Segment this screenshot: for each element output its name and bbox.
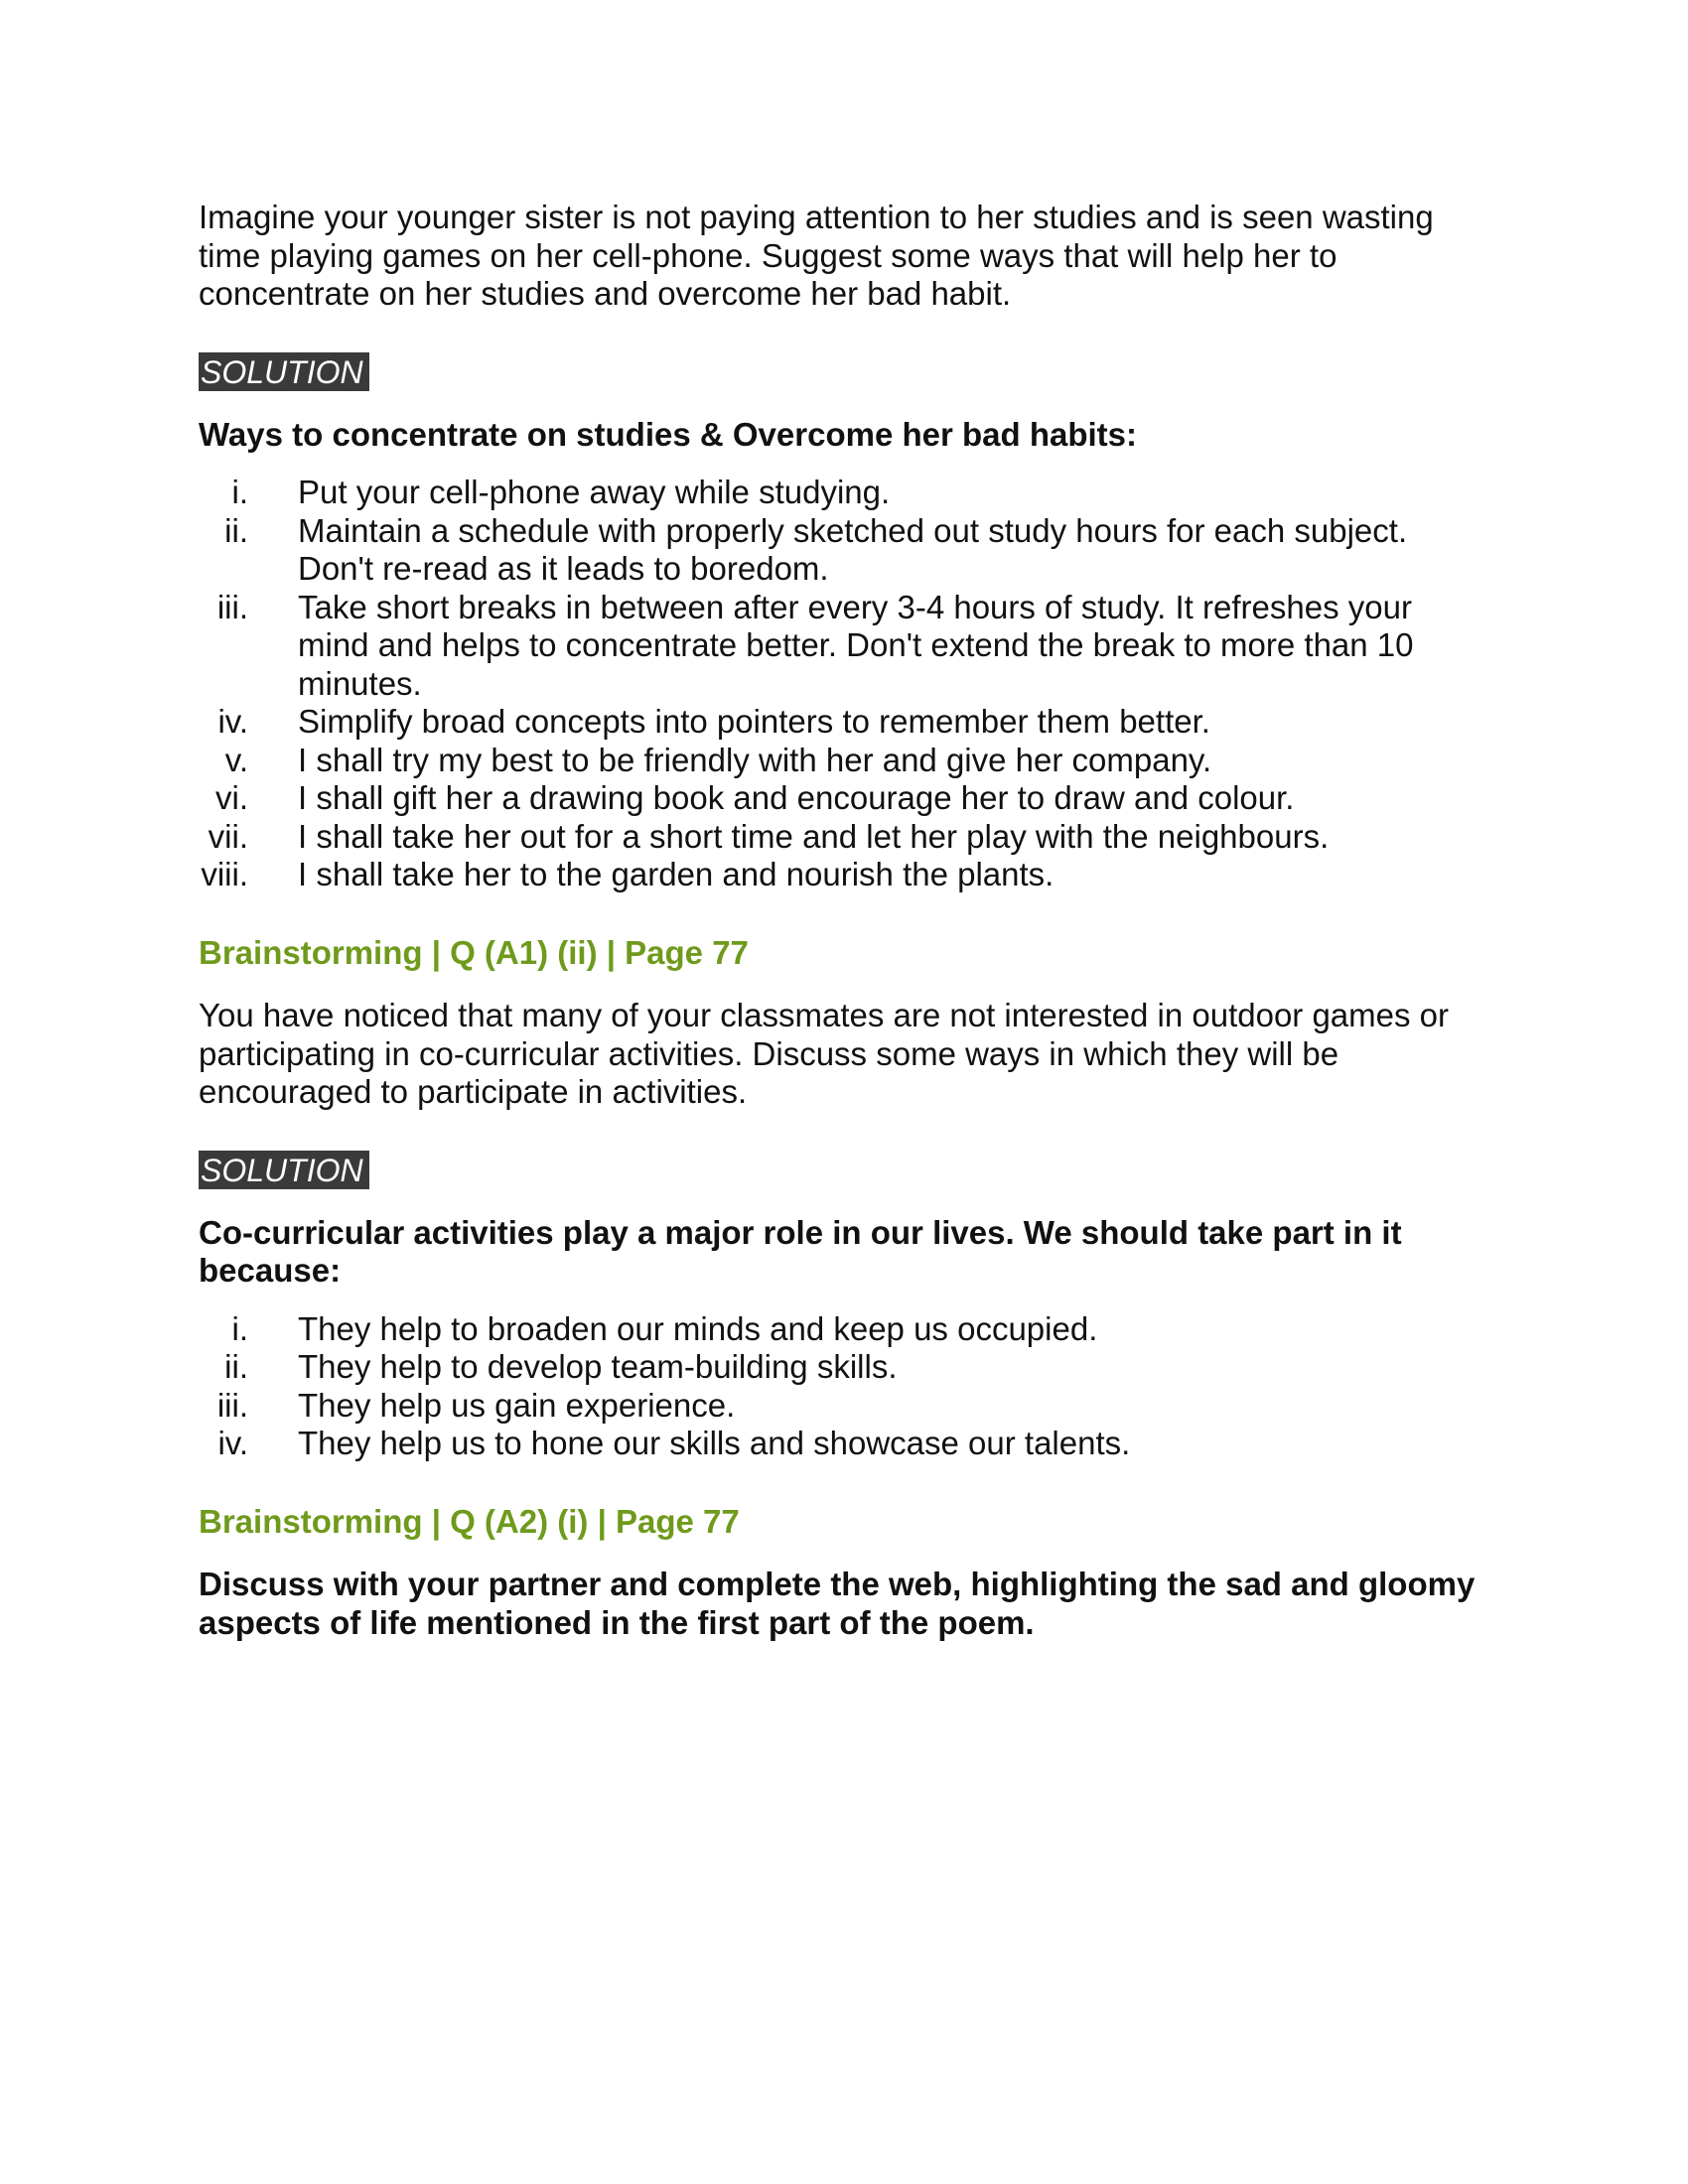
list-item-text: I shall gift her a drawing book and encourage her to draw and colour. — [298, 779, 1295, 816]
list-item-number: iii. — [216, 1386, 248, 1424]
list-item — [199, 1348, 1430, 1387]
q2-question: You have noticed that many of your classmates are not interested in outdoor games or participating in co-curricular activities. Discuss some ways in which they will be encouraged to participate in activities. — [199, 997, 1450, 1110]
document-page — [199, 199, 1509, 1642]
list-item-number: ii. — [224, 1348, 248, 1385]
q2-solution-label-wrap — [199, 1151, 1509, 1194]
list-item — [199, 589, 1430, 704]
q2-list — [199, 1310, 1430, 1463]
list-item — [199, 856, 1430, 894]
list-item-number: iv. — [217, 703, 248, 740]
list-item — [199, 779, 1430, 818]
list-item — [199, 512, 1430, 589]
list-item-text: Maintain a schedule with properly sketched out study hours for each subject. Don't re-read as it leads to boredom. — [298, 511, 1408, 587]
list-item-text: Put your cell-phone away while studying. — [298, 474, 891, 510]
solution-label: SOLUTION — [199, 1151, 369, 1189]
list-item-number: i. — [231, 1309, 248, 1347]
list-item-number: i. — [231, 474, 248, 510]
list-item-text: They help to develop team-building skills. — [298, 1348, 898, 1385]
list-item — [199, 1387, 1430, 1426]
q2-answer-heading: Co-curricular activities play a major role in our lives. We should take part in it because: — [199, 1213, 1402, 1289]
list-item-text: I shall try my best to be friendly with her and give her company. — [298, 741, 1212, 778]
section1-list — [199, 474, 1430, 894]
list-item-text: I shall take her out for a short time and let her play with the neighbours. — [298, 817, 1330, 855]
q3-heading: Brainstorming | Q (A2) (i) | Page 77 — [199, 1502, 740, 1540]
list-item-number: iii. — [216, 588, 248, 625]
list-item-text: I shall take her to the garden and nourish the plants. — [298, 856, 1055, 892]
list-item-number: viii. — [201, 856, 248, 892]
list-item-text: They help us to hone our skills and showcase our talents. — [298, 1425, 1131, 1461]
list-item — [199, 818, 1430, 857]
list-item-number: vi. — [215, 779, 248, 816]
list-item-text: Simplify broad concepts into pointers to remember them better. — [298, 703, 1210, 740]
list-item-number: iv. — [217, 1425, 248, 1461]
list-item — [199, 742, 1430, 780]
list-item-text: They help us gain experience. — [298, 1386, 736, 1424]
list-item-number: ii. — [224, 511, 248, 549]
solution-label-wrap — [199, 352, 1509, 396]
q3-question: Discuss with your partner and complete the web, highlighting the sad and gloomy aspects of life mentioned in the first part of the poem. — [199, 1566, 1476, 1641]
list-item-number: vii. — [208, 817, 248, 855]
list-item — [199, 1310, 1430, 1349]
list-item-text: Take short breaks in between after every 3-4 hours of study. It refreshes your mind and helps to concentrate better. Don't extend the break to more than 10 minutes. — [298, 588, 1414, 702]
solution-label: SOLUTION — [199, 352, 369, 391]
list-item-number: v. — [224, 741, 248, 778]
list-item-text: They help to broaden our minds and keep us occupied. — [298, 1309, 1098, 1347]
intro-question: Imagine your younger sister is not paying attention to her studies and is seen wasting time playing games on her cell-phone. Suggest some ways that will help her to concentrate on her studies and overcome her bad habit. — [199, 199, 1434, 312]
section1-heading: Ways to concentrate on studies & Overcome her bad habits: — [199, 415, 1137, 453]
list-item — [199, 1425, 1430, 1463]
list-item — [199, 703, 1430, 742]
list-item — [199, 474, 1430, 512]
q2-heading: Brainstorming | Q (A1) (ii) | Page 77 — [199, 933, 749, 971]
